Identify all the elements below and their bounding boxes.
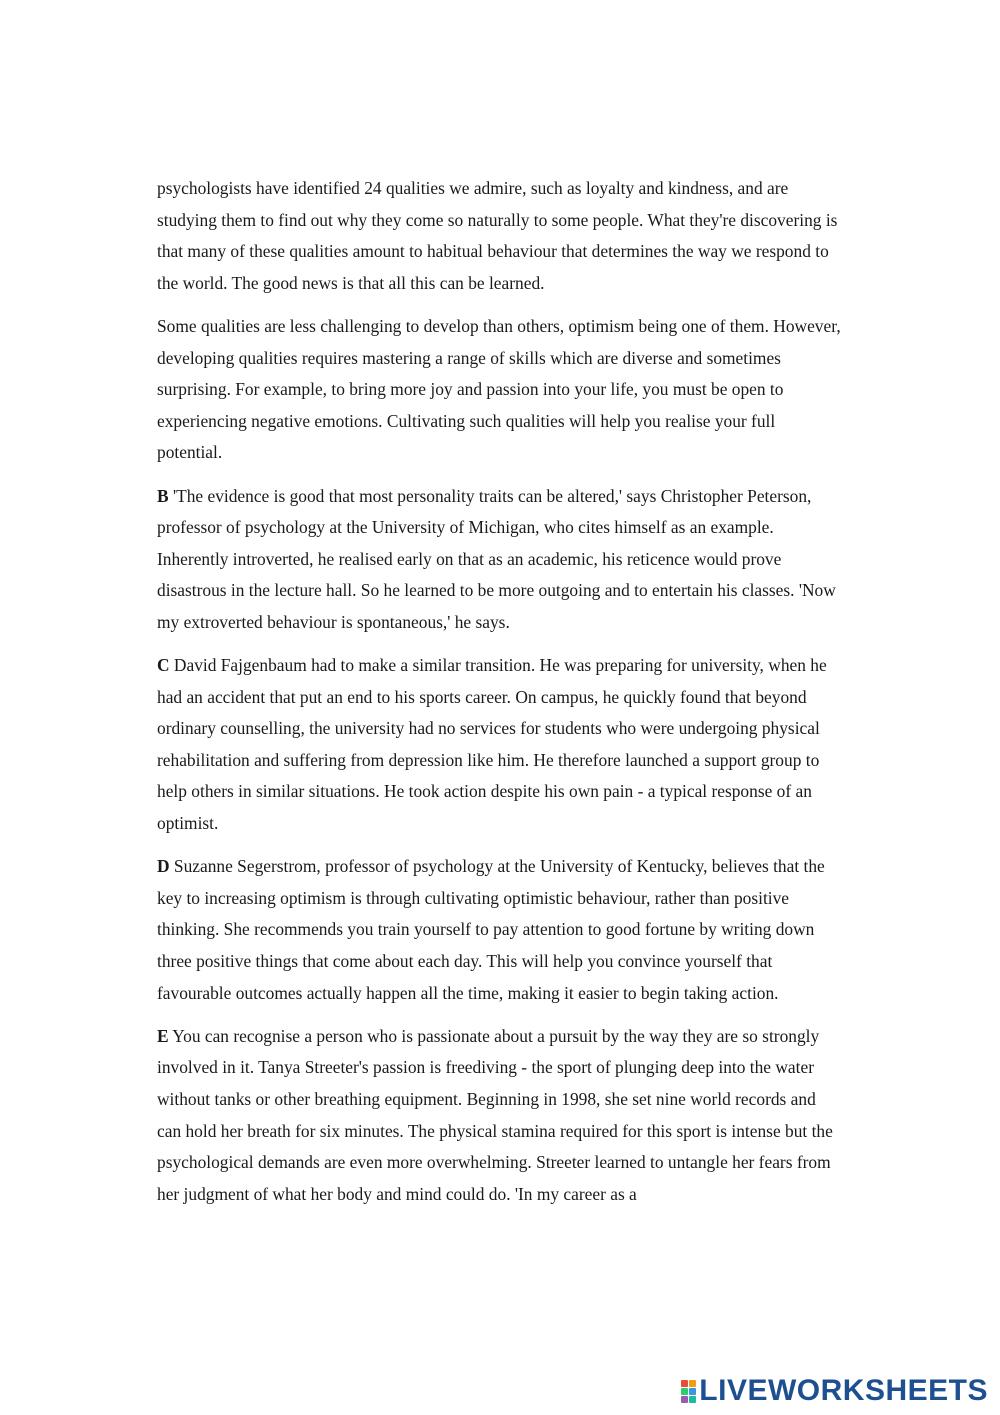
logo-block: [681, 1380, 688, 1387]
logo-block: [689, 1388, 696, 1395]
paragraph-text: Some qualities are less challenging to develop than others, optimism being one of them. However, developing qualities requires mastering a range of skills which are diverse and sometimes surprising. For example, to bring more joy and passion into your life, you must be open to experiencing negative emotions. Cultivating such qualities will help you realise your full potential.: [157, 315, 841, 463]
liveworksheets-logo: [681, 1374, 988, 1408]
logo-block: [689, 1380, 696, 1387]
paragraph-text: Suzanne Segerstrom, professor of psychology at the University of Kentucky, believes that the key to increasing optimism is through cultivating optimistic behaviour, rather than positive thinking. She recommends you train yourself to pay attention to good fortune by writing down three positive things that come about each day. This will help you convince yourself that favourable outcomes actually happen all the time, making it easier to begin taking action.: [157, 856, 825, 1003]
logo-blocks-icon: [681, 1380, 696, 1403]
paragraph: [157, 173, 843, 299]
paragraph-text: David Fajgenbaum had to make a similar transition. He was preparing for university, when he had an accident that put an end to his sports career. On campus, he quickly found that beyond ordinary counselling, the university had no services for students who were undergoing physical rehabilitation and suffering from depression like him. He therefore launched a support group to help others in similar situations. He took action despite his own pain - a typical response of an optimist.: [157, 655, 827, 834]
paragraph: [157, 311, 843, 469]
logo-text: LIVEWORKSHEETS: [699, 1374, 988, 1407]
logo-block: [681, 1388, 688, 1395]
paragraph-letter: C: [157, 655, 170, 676]
paragraph-letter: D: [157, 856, 170, 877]
paragraph-d: [157, 851, 843, 1009]
logo-block: [681, 1396, 688, 1403]
paragraph-letter: E: [157, 1025, 169, 1046]
reading-passage: [157, 173, 843, 1222]
paragraph-e: [157, 1021, 843, 1211]
logo-block: [689, 1396, 696, 1403]
paragraph-b: [157, 481, 843, 639]
paragraph-c: [157, 650, 843, 840]
paragraph-text: psychologists have identified 24 qualities we admire, such as loyalty and kindness, and are studying them to find out why they come so naturally to some people. What they're discovering is that many of these qualities amount to habitual behaviour that determines the way we respond to the world. The good news is that all this can be learned.: [157, 178, 838, 293]
paragraph-letter: B: [157, 485, 169, 506]
paragraph-text: You can recognise a person who is passionate about a pursuit by the way they are so strongly involved in it. Tanya Streeter's passion is freediving - the sport of plunging deep into the water without tanks or other breathing equipment. Beginning in 1998, she set nine world records and can hold her breath for six minutes. The physical stamina required for this sport is intense but the psychological demands are even more overwhelming. Streeter learned to untangle her fears from her judgment of what her body and mind could do. 'In my career as a: [157, 1025, 833, 1204]
paragraph-text: 'The evidence is good that most personality traits can be altered,' says Christopher Peterson, professor of psychology at the University of Michigan, who cites himself as an example. Inherently introverted, he realised early on that as an academic, his reticence would prove disastrous in the lecture hall. So he learned to be more outgoing and to entertain his classes. 'Now my extroverted behaviour is spontaneous,' he says.: [157, 485, 836, 632]
